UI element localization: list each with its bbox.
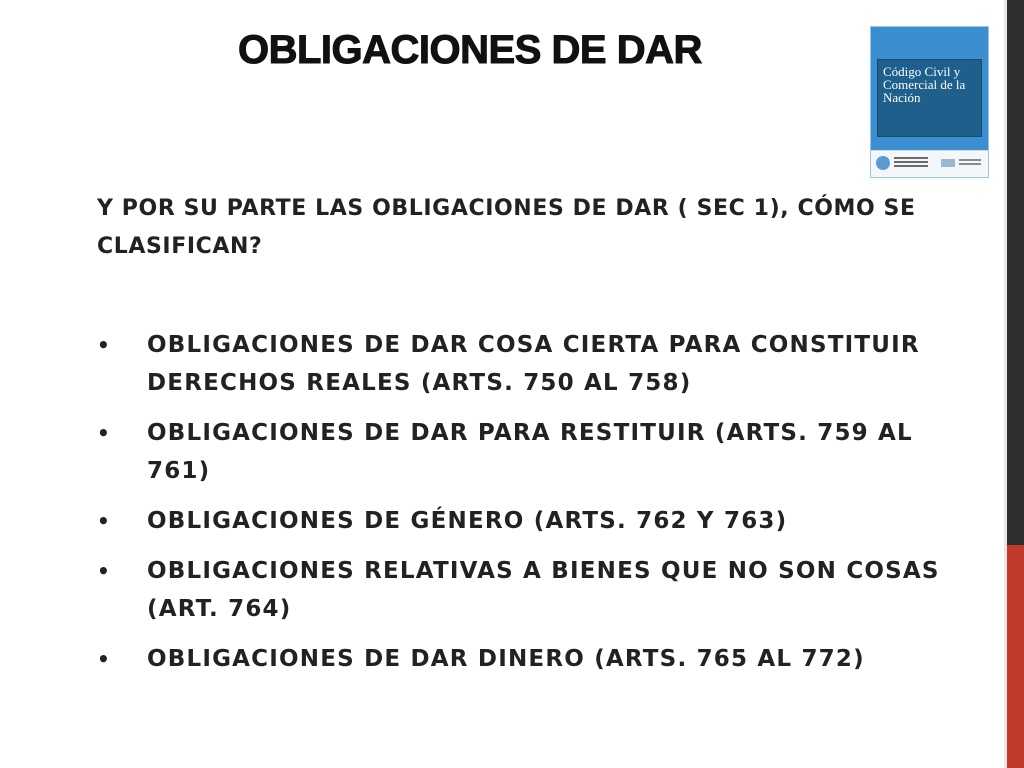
bullet-icon: • xyxy=(97,559,111,583)
edge-bar-dark xyxy=(1007,0,1024,545)
book-cover-image xyxy=(870,26,989,178)
list-item-text: OBLIGACIONES DE DAR DINERO (ARTS. 765 AL 772) xyxy=(147,646,865,672)
slide-title: OBLIGACIONES DE DAR xyxy=(238,28,702,72)
bullet-icon: • xyxy=(97,509,111,533)
list-item-text: OBLIGACIONES DE DAR PARA RESTITUIR (ARTS. 759 AL 761) xyxy=(147,420,913,484)
list-item xyxy=(97,640,957,678)
list-item-text: OBLIGACIONES RELATIVAS A BIENES QUE NO SON COSAS (ART. 764) xyxy=(147,558,940,622)
infojus-logo-icon xyxy=(941,159,955,167)
intro-question: Y POR SU PARTE LAS OBLIGACIONES DE DAR ( SEC 1), CÓMO SE CLASIFICAN? xyxy=(97,196,916,259)
bullet-icon: • xyxy=(97,647,111,671)
ministry-logo-icon xyxy=(894,157,928,159)
list-item xyxy=(97,552,957,628)
bullet-icon: • xyxy=(97,421,111,445)
bullet-icon: • xyxy=(97,333,111,357)
list-item xyxy=(97,502,957,540)
list-item xyxy=(97,414,957,490)
list-item-text: OBLIGACIONES DE DAR COSA CIERTA PARA CONSTITUIR DERECHOS REALES (ARTS. 750 AL 758) xyxy=(147,332,920,396)
infojus-text-icon xyxy=(959,159,981,161)
list-item xyxy=(97,326,957,402)
edge-bar-accent xyxy=(1007,545,1024,768)
bullet-list xyxy=(97,326,957,690)
list-item-text: OBLIGACIONES DE GÉNERO (ARTS. 762 Y 763) xyxy=(147,508,788,534)
government-seal-icon xyxy=(876,156,890,170)
book-cover-title: Código Civil y Comercial de la Nación xyxy=(883,64,966,105)
book-cover-footer xyxy=(871,150,988,177)
